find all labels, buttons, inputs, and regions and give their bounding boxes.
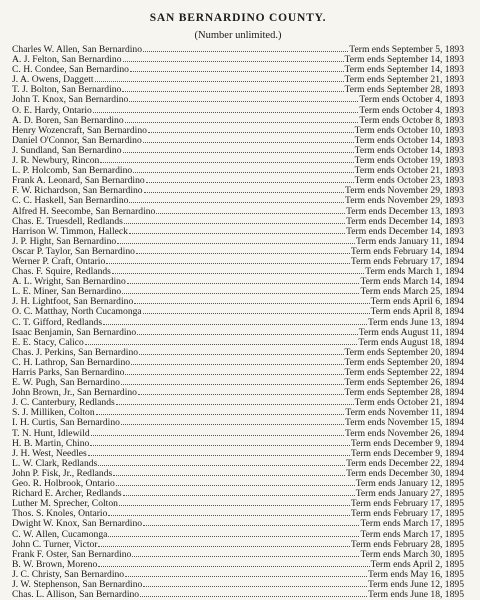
dot-leader — [129, 94, 358, 102]
entry-name: L. W. Clark, Redlands — [12, 457, 98, 469]
entry-name: E. E. Stacy, Calico — [12, 336, 84, 348]
entry-term: Term ends October 23, 1893 — [354, 175, 464, 187]
dot-leader — [143, 518, 359, 526]
list-item — [12, 478, 464, 488]
list-item — [12, 458, 464, 468]
dot-leader — [125, 115, 359, 123]
list-item — [12, 539, 464, 549]
dot-leader — [129, 195, 344, 203]
entry-term: Term ends June 18, 1895 — [367, 589, 464, 600]
list-item — [12, 74, 464, 84]
list-item — [12, 549, 464, 559]
dot-leader — [121, 377, 344, 385]
list-item — [12, 276, 464, 286]
entry-name: Richard E. Archer, Redlands — [12, 488, 122, 500]
entry-term: Term ends February 17, 1895 — [350, 508, 464, 520]
dot-leader — [125, 367, 343, 375]
entry-term: Term ends November 11, 1894 — [345, 407, 464, 419]
entry-term: Term ends October 21, 1893 — [354, 165, 464, 177]
entry-term: Term ends September 14, 1893 — [344, 54, 464, 66]
entry-term: Term ends January 12, 1895 — [355, 478, 464, 490]
list-item — [12, 246, 464, 256]
entry-name: L. E. Miner, San Bernardino — [12, 286, 122, 298]
entry-name: T. J. Bolton, San Bernardino — [12, 84, 122, 96]
entry-name: John T. Knox, San Bernardino — [12, 94, 129, 106]
entry-term: Term ends November 15, 1894 — [345, 417, 464, 429]
dot-leader — [112, 266, 364, 274]
dot-leader — [143, 306, 370, 314]
list-item — [12, 518, 464, 528]
list-item — [12, 145, 464, 155]
list-item — [12, 236, 464, 246]
list-item — [12, 428, 464, 438]
dot-leader — [90, 438, 350, 446]
dot-leader — [136, 246, 350, 254]
entry-term: Term ends September 14, 1893 — [344, 64, 464, 76]
list-item — [12, 438, 464, 448]
entry-name: J. Sundland, San Bernardino — [12, 144, 122, 156]
list-item — [12, 64, 464, 74]
entry-name: J. C. Christy, San Bernardino — [12, 568, 125, 580]
dot-leader — [143, 44, 348, 52]
dot-leader — [143, 135, 354, 143]
entry-name: Werner P. Craft, Ontario — [12, 255, 106, 267]
list-item — [12, 44, 464, 54]
dot-leader — [130, 64, 344, 72]
entry-term: Term ends March 30, 1895 — [360, 548, 464, 560]
dot-leader — [98, 559, 369, 567]
dot-leader — [85, 337, 357, 345]
entry-term: Term ends October 4, 1893 — [359, 104, 464, 116]
entry-term: Term ends January 27, 1895 — [355, 488, 464, 500]
list-item — [12, 377, 464, 387]
entry-name: C. W. Allen, Cucamonga — [12, 528, 108, 540]
list-item — [12, 569, 464, 579]
dot-leader — [122, 286, 359, 294]
list-item — [12, 175, 464, 185]
entry-name: A. J. Felton, San Bernardino — [12, 54, 122, 66]
entry-name: C. C. Haskell, San Bernardino — [12, 195, 129, 207]
entry-term: Term ends May 16, 1895 — [367, 568, 464, 580]
list-item — [12, 185, 464, 195]
list-item — [12, 508, 464, 518]
entry-term: Term ends March 17, 1895 — [360, 518, 464, 530]
entry-term: Term ends October 19, 1893 — [354, 155, 464, 167]
dot-leader — [123, 145, 354, 153]
entry-name: Daniel O'Connor, San Bernardino — [12, 134, 142, 146]
list-item — [12, 529, 464, 539]
list-item — [12, 367, 464, 377]
list-item — [12, 94, 464, 104]
list-item — [12, 347, 464, 357]
entry-term: Term ends December 9, 1894 — [350, 447, 464, 459]
dot-leader — [116, 397, 354, 405]
dot-leader — [122, 84, 343, 92]
dot-leader — [117, 236, 355, 244]
list-item — [12, 165, 464, 175]
list-item — [12, 468, 464, 478]
dot-leader — [144, 185, 344, 193]
entry-name: J. H. West, Needles — [12, 447, 87, 459]
dot-leader — [121, 417, 344, 425]
entry-name: Chas. L. Allison, San Bernardino — [12, 589, 140, 600]
dot-leader — [123, 54, 344, 62]
list-item — [12, 206, 464, 216]
entry-term: Term ends September 20, 1894 — [344, 346, 464, 358]
dot-leader — [88, 448, 350, 456]
entry-term: Term ends February 17, 1895 — [350, 498, 464, 510]
dot-leader — [113, 468, 345, 476]
entry-name: S. J. Milliken, Colton — [12, 407, 95, 419]
entry-name: H. B. Martin, Chino — [12, 437, 90, 449]
entry-term: Term ends October 21, 1894 — [354, 397, 464, 409]
dot-leader — [100, 155, 353, 163]
entry-name: F. W. Richardson, San Bernardino — [12, 185, 143, 197]
entry-name: Chas. J. Perkins, San Bernardino — [12, 346, 139, 358]
entry-term: Term ends September 26, 1894 — [344, 377, 464, 389]
list-item — [12, 488, 464, 498]
entry-term: Term ends December 30, 1894 — [346, 467, 464, 479]
dot-leader — [134, 296, 369, 304]
dot-leader — [125, 569, 367, 577]
entry-term: Term ends September 21, 1893 — [344, 74, 464, 86]
entry-name: Chas. F. Squire, Redlands — [12, 266, 111, 278]
list-item — [12, 54, 464, 64]
entry-term: Term ends March 17, 1895 — [360, 528, 464, 540]
entry-term: Term ends June 13, 1894 — [367, 316, 464, 328]
entry-term: Term ends October 8, 1893 — [359, 114, 464, 126]
entry-name: John Brown, Jr., San Bernardino — [12, 387, 137, 399]
entry-name: Thos. S. Knoles, Ontario — [12, 508, 108, 520]
entry-name: J. R. Newbury, Rincon — [12, 155, 100, 167]
dot-leader — [95, 74, 344, 82]
list-item — [12, 357, 464, 367]
entry-name: Charles W. Allen, San Bernardino — [12, 44, 143, 55]
entry-term: Term ends April 6, 1894 — [370, 296, 464, 308]
entry-name: C. H. Lathrop, San Bernardino — [12, 356, 131, 368]
entry-name: Henry Wozencraft, San Bernardino — [12, 124, 147, 136]
entry-name: Isaac Benjamin, San Bernardino — [12, 326, 137, 338]
dot-leader — [127, 276, 360, 284]
entry-name: Oscar P. Taylor, San Bernardino — [12, 245, 135, 257]
entry-term: Term ends February 17, 1894 — [350, 255, 464, 267]
list-item — [12, 296, 464, 306]
list-item — [12, 397, 464, 407]
list-item — [12, 387, 464, 397]
dot-leader — [116, 478, 355, 486]
entry-name: Alfred H. Seecombe, San Bernardino — [12, 205, 156, 217]
entry-name: Frank F. Oster, San Bernardino — [12, 548, 132, 560]
entry-name: Harrison W. Timmon, Halleck — [12, 225, 128, 237]
entry-term: Term ends September 28, 1893 — [344, 84, 464, 96]
entry-name: J. P. Hight, San Bernardino — [12, 235, 117, 247]
dot-leader — [146, 175, 354, 183]
entry-term: Term ends October 10, 1893 — [354, 124, 464, 136]
list-item — [12, 286, 464, 296]
list-item — [12, 84, 464, 94]
entry-name: Frank A. Leonard, San Bernardino — [12, 175, 145, 187]
entry-name: Dwight W. Knox, San Bernardino — [12, 518, 143, 530]
dot-leader — [129, 226, 345, 234]
list-item — [12, 135, 464, 145]
entry-name: J. C. Canterbury, Redlands — [12, 397, 115, 409]
entry-name: John P. Fisk, Jr., Redlands — [12, 467, 113, 479]
entry-name: J. A. Owens, Daggett — [12, 74, 94, 86]
list-item — [12, 559, 464, 569]
entry-name: John C. Turner, Victor — [12, 538, 98, 550]
entry-name: J. W. Stephenson, San Bernardino — [12, 578, 143, 590]
entry-term: Term ends March 25, 1894 — [360, 286, 464, 298]
entry-name: T. N. Hunt, Idlewild — [12, 427, 90, 439]
entry-term: Term ends February 14, 1894 — [350, 245, 464, 257]
dot-leader — [138, 387, 344, 395]
dot-leader — [93, 105, 359, 113]
entry-term: Term ends August 18, 1894 — [358, 336, 464, 348]
entry-term: Term ends November 26, 1894 — [345, 427, 464, 439]
entry-name: I. H. Curtis, San Bernardino — [12, 417, 120, 429]
list-item — [12, 327, 464, 337]
dot-leader — [133, 165, 353, 173]
dot-leader — [103, 317, 367, 325]
entry-name: Geo. R. Holbrook, Ontario — [12, 478, 115, 490]
list-item — [12, 337, 464, 347]
list-item — [12, 317, 464, 327]
dot-leader — [119, 498, 350, 506]
list-item — [12, 115, 464, 125]
dot-leader — [140, 589, 367, 597]
dot-leader — [106, 256, 350, 264]
list-item — [12, 407, 464, 417]
entry-name: C. H. Condee, San Bernardino — [12, 64, 129, 76]
entry-name: J. H. Lightfoot, San Bernardino — [12, 296, 134, 308]
entry-term: Term ends December 22, 1894 — [346, 457, 464, 469]
list-item — [12, 155, 464, 165]
dot-leader — [108, 508, 349, 516]
dot-leader — [123, 488, 355, 496]
entry-term: Term ends June 12, 1895 — [367, 578, 464, 590]
entry-name: B. W. Brown, Moreno — [12, 558, 98, 570]
entry-name: L. P. Holcomb, San Bernardino — [12, 165, 133, 177]
notary-list — [12, 44, 464, 599]
list-item — [12, 266, 464, 276]
list-item — [12, 448, 464, 458]
entry-name: Chas. E. Truesdell, Redlands — [12, 215, 123, 227]
entry-term: Term ends December 14, 1893 — [346, 225, 464, 237]
entry-term: Term ends September 22, 1894 — [344, 367, 464, 378]
entry-term: Term ends August 11, 1894 — [358, 326, 464, 338]
entry-term: Term ends September 5, 1893 — [349, 44, 464, 55]
entry-term: Term ends December 13, 1893 — [346, 205, 464, 217]
dot-leader — [139, 347, 343, 355]
dot-leader — [131, 357, 343, 365]
entry-name: E. W. Pugh, San Bernardino — [12, 377, 120, 389]
list-item — [12, 226, 464, 236]
entry-term: Term ends March 14, 1894 — [360, 276, 464, 288]
dot-leader — [148, 125, 354, 133]
entry-term: Term ends September 28, 1894 — [344, 387, 464, 399]
dot-leader — [96, 407, 345, 415]
dot-leader — [98, 458, 345, 466]
dot-leader — [132, 549, 359, 557]
entry-term: Term ends January 11, 1894 — [356, 235, 464, 247]
entry-term: Term ends October 14, 1893 — [354, 144, 464, 156]
dot-leader — [156, 206, 345, 214]
entry-name: O. C. Matthay, North Cucamonga — [12, 306, 142, 318]
page-subtitle: (Number unlimited.) — [194, 30, 282, 41]
list-item — [12, 195, 464, 205]
dot-leader — [98, 539, 349, 547]
entry-term: Term ends April 2, 1895 — [370, 558, 464, 570]
list-item — [12, 125, 464, 135]
entry-term: Term ends October 14, 1893 — [354, 134, 464, 146]
dot-leader — [143, 579, 367, 587]
entry-name: C. T. Gifford, Redlands — [12, 316, 103, 328]
entry-name: Harris Parks, San Bernardino — [12, 367, 125, 378]
entry-term: Term ends November 29, 1893 — [345, 185, 464, 197]
entry-term: Term ends December 9, 1894 — [350, 437, 464, 449]
entry-name: A. D. Boren, San Bernardino — [12, 114, 124, 126]
list-item — [12, 256, 464, 266]
entry-term: Term ends April 8, 1894 — [370, 306, 464, 318]
list-item — [12, 417, 464, 427]
entry-name: O. E. Hardy, Ontario — [12, 104, 92, 116]
entry-term: Term ends September 20, 1894 — [344, 356, 464, 368]
list-item — [12, 216, 464, 226]
dot-leader — [108, 529, 359, 537]
entry-term: Term ends March 1, 1894 — [365, 266, 464, 278]
list-item — [12, 498, 464, 508]
dot-leader — [91, 428, 344, 436]
entry-name: Luther M. Sprecher, Colton — [12, 498, 118, 510]
list-item — [12, 589, 464, 599]
dot-leader — [124, 216, 345, 224]
dot-leader — [137, 327, 358, 335]
entry-term: Term ends December 14, 1893 — [346, 215, 464, 227]
page-title: SAN BERNARDINO COUNTY. — [149, 12, 327, 24]
entry-name: A. L. Wright, San Bernardino — [12, 276, 126, 288]
list-item — [12, 579, 464, 589]
entry-term: Term ends February 28, 1895 — [350, 538, 464, 550]
list-item — [12, 306, 464, 316]
entry-term: Term ends November 29, 1893 — [345, 195, 464, 207]
entry-term: Term ends October 4, 1893 — [359, 94, 464, 106]
list-item — [12, 105, 464, 115]
